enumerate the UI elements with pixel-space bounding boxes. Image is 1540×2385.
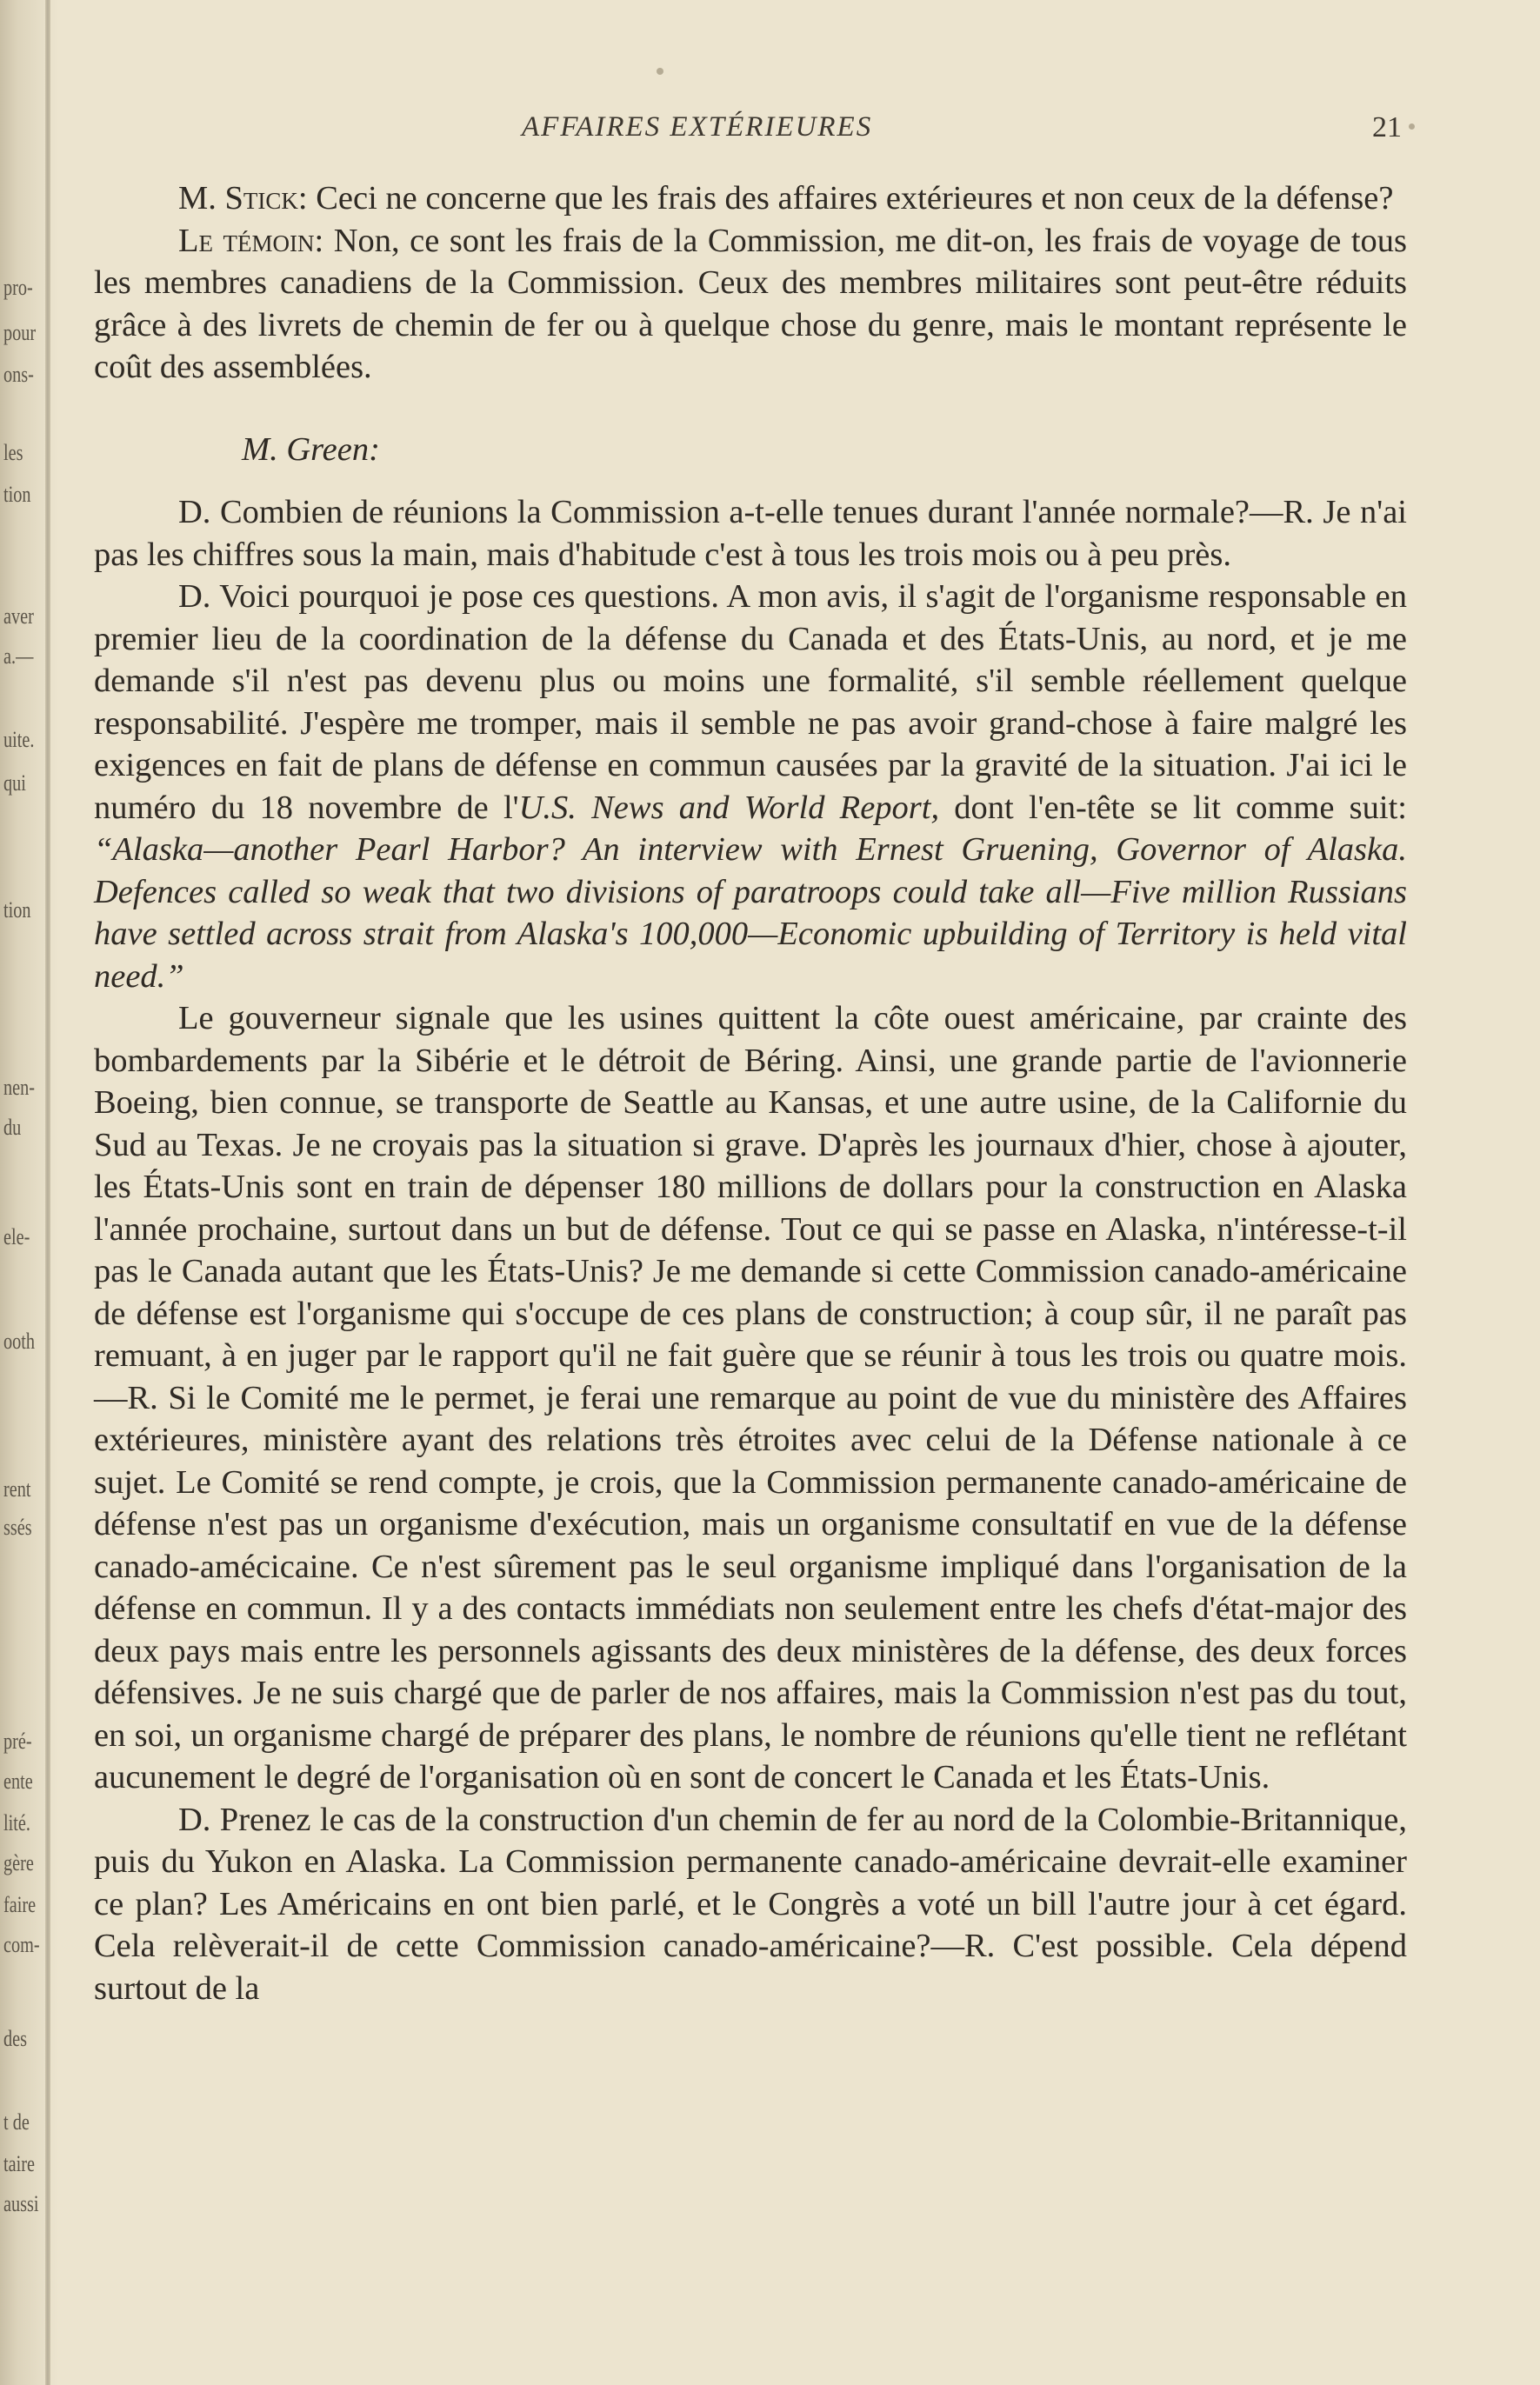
paragraph: [94, 177, 1407, 220]
margin-fragment: com-: [3, 1932, 40, 1957]
speaker-label: Le témoin:: [178, 222, 324, 259]
paragraph: [94, 220, 1407, 389]
margin-fragment: nen-: [3, 1075, 36, 1100]
paragraph-text: Ceci ne concerne que les frais des affaires extérieures et non ceux de la défense?: [307, 180, 1394, 217]
margin-fragment: aver: [3, 603, 34, 629]
section-speaker: M. Green:: [242, 430, 380, 468]
publication-title: U.S. News and World Report,: [518, 789, 940, 826]
paragraph-text: Non, ce sont les frais de la Commission, me dit-on, les frais de voyage de tous les membres canadiens de la Commission. Ceux des membres militaires sont peut-être réduits grâce à des livrets de chemin de fer ou à quelque chose du genre, mais le montant représente le coût des assemblées.: [94, 222, 1407, 385]
paragraph: Le gouverneur signale que les usines quittent la côte ouest américaine, par crainte des bombardements par la Sibérie et le détroit de Béring. Ainsi, une grande partie de l'avionnerie Boeing, bien connue, se transporte de Seattle au Kansas, et une autre usine, de la Californie du Sud au Texas. Je ne croyais pas la situation si grave. D'après les journaux d'hier, chose à ajouter, les États-Unis sont en train de dépenser 180 millions de dollars pour la construction en Alaska l'année prochaine, surtout dans un but de défense. Tout ce qui se passe en Alaska, n'intéresse-t-il pas le Canada autant que les États-Unis? Je me demande si cette Commission canado-américaine de défense est l'organisme qui s'occupe de ces plans de construction; à coup sûr, il ne paraît pas remuant, à en juger par le rapport qu'il ne fait guère que se réunir à tous les trois ou quatre mois.—R. Si le Comité me le permet, je ferai une remarque au point de vue du ministère des Affaires extérieures, ministère ayant des relations très étroites avec celui de la Défense nationale à ce sujet. Le Comité se rend compte, je crois, que la Commission permanente canado-américaine de défense n'est pas un organisme d'exécution, mais un organisme consultatif en vue de la défense canado-amécicaine. Ce n'est sûrement pas le seul organisme impliqué dans l'organisation de la défense en commun. Il y a des contacts immédiats non seulement entre les chefs d'état-major des deux pays mais entre les personnels agissants des deux ministères de la défense, des deux forces défensives. Je ne suis chargé que de parler de nos affaires, mais la Commission n'est pas du tout, en soi, un organisme chargé de préparer des plans, le nombre de réunions qu'elle tient ne reflétant aucunement le degré de l'organisation où en sont de concert le Canada et les États-Unis.: [94, 1000, 1407, 1795]
margin-fragment: rent: [3, 1476, 31, 1502]
quoted-headline: “Alaska—another Pearl Harbor? An interview with Ernest Gruening, Governor of Alaska. Defences called so weak that two divisions of paratroops could take all—Five million Russians have settled across strait from Alaska's 100,000—Economic upbuilding of Territory is held vital need.”: [94, 831, 1407, 995]
body-text: [94, 177, 1407, 2009]
speaker-label: M. Stick:: [178, 180, 308, 217]
margin-fragment: ooth: [3, 1329, 36, 1354]
margin-fragment: tion: [3, 482, 31, 507]
paragraph: D. Prenez le cas de la construction d'un chemin de fer au nord de la Colombie-Britannique, puis du Yukon en Alaska. La Commission permanente canado-américaine devrait-elle examiner ce plan? Les Américains en ont bien parlé, et le Congrès a voté un bill l'autre jour à cet égard. Cela relèverait-il de cette Commission canado-américaine?—R. C'est possible. Cela dépend surtout de la: [94, 1801, 1407, 2007]
adjacent-page-margin: [0, 0, 43, 2385]
margin-fragment: ente: [3, 1769, 33, 1794]
margin-fragment: ssés: [3, 1515, 32, 1540]
margin-fragment: lité.: [3, 1810, 30, 1835]
margin-fragment: t de: [3, 2109, 30, 2135]
margin-fragment: des: [3, 2026, 28, 2051]
paragraph-text: dont l'en-tête se lit comme suit:: [939, 789, 1407, 826]
paragraph: [94, 576, 1407, 997]
print-speck: [657, 68, 663, 75]
running-header: [522, 111, 1426, 155]
paragraph-text: D. Voici pourquoi je pose ces questions. A mon avis, il s'agit de l'organisme responsable en premier lieu de la coordination de la défense du Canada et des États-Unis, au nord, et je me demande s'il n'est pas devenu plus ou moins une formalité, s'il semble réellement quelque responsabilité. J'espère me tromper, mais il semble ne pas avoir grand-chose à faire malgré les exigences en fait de plans de défense en commun causées par la gravité de la situation. J'ai ici le numéro du 18 novembre de l': [94, 578, 1407, 826]
paragraph: D. Combien de réunions la Commission a-t-elle tenues durant l'année normale?—R. Je n'ai pas les chiffres sous la main, mais d'habitude c'est à tous les trois mois ou à peu près.: [94, 494, 1407, 573]
margin-fragment: taire: [3, 2151, 36, 2176]
margin-fragment: a.—: [3, 643, 34, 669]
margin-fragment: pro-: [3, 275, 33, 300]
margin-fragment: pour: [3, 320, 37, 345]
margin-fragment: gère: [3, 1850, 34, 1875]
margin-fragment: les: [3, 440, 23, 465]
margin-fragment: pré-: [3, 1729, 32, 1754]
margin-fragment: tion: [3, 897, 31, 923]
page-number: 21: [1372, 111, 1402, 143]
spine-shadow: [45, 0, 50, 2385]
margin-fragment: ele-: [3, 1224, 30, 1249]
margin-fragment: uite.: [3, 727, 35, 752]
margin-fragment: ons-: [3, 362, 34, 387]
running-title: AFFAIRES EXTÉRIEURES: [522, 111, 873, 143]
margin-fragment: aussi: [3, 2191, 39, 2216]
margin-fragment: du: [3, 1115, 22, 1140]
margin-fragment: faire: [3, 1892, 37, 1917]
margin-fragment: qui: [3, 770, 26, 796]
